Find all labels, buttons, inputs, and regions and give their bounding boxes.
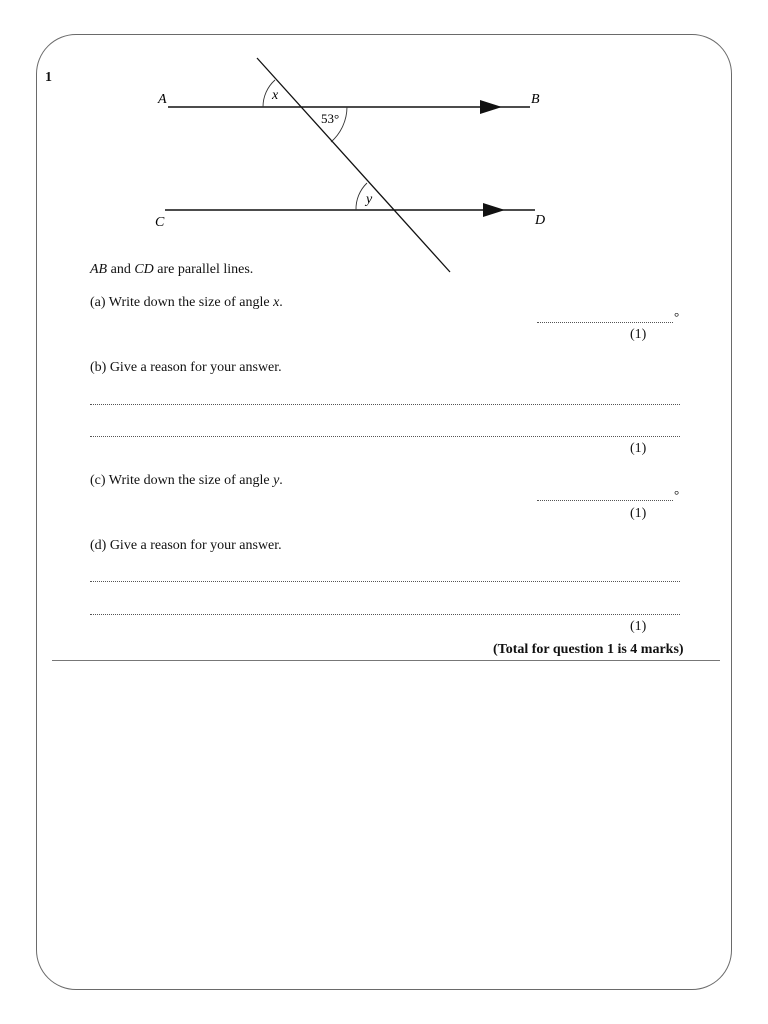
part-c-var: y <box>273 473 280 488</box>
part-d-answer-line-1[interactable] <box>90 581 680 582</box>
part-b-mark: (1) <box>630 441 647 456</box>
intro-text <box>90 262 253 278</box>
part-d-question: (d) Give a reason for your answer. <box>90 538 282 553</box>
part-d-mark: (1) <box>630 619 647 634</box>
part-a-answer-line[interactable] <box>537 322 673 323</box>
label-b: B <box>531 92 540 107</box>
part-c-question: (c) Write down the size of angle y. <box>90 473 283 488</box>
question-number: 1 <box>45 70 52 85</box>
label-angle-53: 53° <box>321 111 340 126</box>
label-a: A <box>158 92 167 107</box>
transversal-line <box>257 58 450 272</box>
part-b-question: (b) Give a reason for your answer. <box>90 360 282 375</box>
question-total: (Total for question 1 is 4 marks) <box>493 642 684 657</box>
part-b-answer-line-1[interactable] <box>90 404 680 405</box>
part-a-var: x <box>273 295 280 310</box>
part-a-question: (a) Write down the size of angle x. <box>90 295 283 310</box>
intro-rest: are parallel lines. <box>153 262 254 277</box>
question-divider <box>52 660 720 661</box>
intro-and: and <box>107 262 135 277</box>
part-c-degree-unit: ° <box>674 487 680 502</box>
intro-line-cd: CD <box>134 262 154 277</box>
arrow-cd <box>483 203 505 217</box>
label-d: D <box>535 213 546 228</box>
part-d-answer-line-2[interactable] <box>90 614 680 615</box>
part-a-mark: (1) <box>630 327 647 342</box>
arrow-ab <box>480 100 502 114</box>
label-angle-y: y <box>366 192 373 207</box>
part-c-mark: (1) <box>630 506 647 521</box>
intro-line-ab: AB <box>90 262 108 277</box>
label-c: C <box>155 215 165 230</box>
label-angle-x: x <box>272 88 279 103</box>
part-b-answer-line-2[interactable] <box>90 436 680 437</box>
parallel-lines-diagram <box>0 0 768 300</box>
part-c-answer-line[interactable] <box>537 500 673 501</box>
part-a-degree-unit: ° <box>674 309 680 324</box>
